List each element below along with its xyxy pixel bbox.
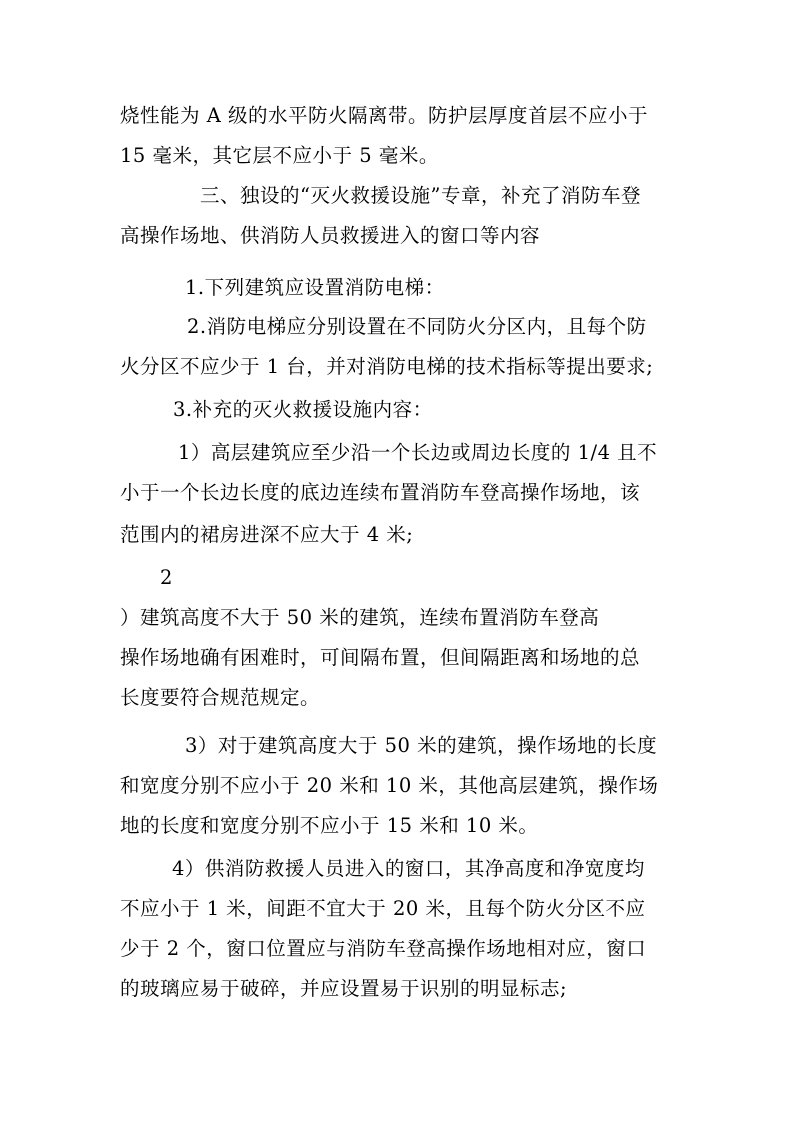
sub-item-3: 3）对于建筑高度大于 50 米的建筑，操作场地的长度: [185, 734, 658, 757]
sub-item-2: ）建筑高度不大于 50 米的建筑，连续布置消防车登高: [120, 606, 600, 629]
text-line: 长度要符合规范规定。: [120, 686, 321, 709]
text-line: 地的长度和宽度分别不应小于 15 米和 10 米。: [120, 814, 539, 837]
text-line: 范围内的裙房进深不应大于 4 米;: [120, 523, 414, 546]
text-line: 烧性能为 A 级的水平防火隔离带。防护层厚度首层不应小于: [120, 104, 648, 127]
text-line: 不应小于 1 米，间距不宜大于 20 米，且每个防火分区不应: [120, 897, 646, 920]
text-line: 的玻璃应易于破碎，并应设置易于识别的明显标志;: [120, 977, 568, 1000]
sub-item-2-number: 2: [160, 566, 173, 589]
section-heading-line: 高操作场地、供消防人员救援进入的窗口等内容: [120, 224, 541, 247]
section-heading-line: 三、独设的“灭火救援设施”专章，补充了消防车登: [200, 184, 641, 207]
text-line: 少于 2 个，窗口位置应与消防车登高操作场地相对应，窗口: [120, 937, 647, 960]
sub-item-4: 4）供消防救援人员进入的窗口，其净高度和净宽度均: [172, 857, 645, 880]
list-item-2: 2.消防电梯应分别设置在不同防火分区内，且每个防: [187, 315, 647, 338]
text-line: 小于一个长边长度的底边连续布置消防车登高操作场地，该: [120, 481, 641, 504]
list-item-1: 1.下列建筑应设置消防电梯：: [185, 276, 445, 299]
text-line: 15 毫米，其它层不应小于 5 毫米。: [120, 144, 439, 167]
sub-item-1: 1）高层建筑应至少沿一个长边或周边长度的 1/4 且不: [178, 441, 658, 464]
text-line: 操作场地确有困难时，可间隔布置，但间隔距离和场地的总: [120, 646, 641, 669]
list-item-3: 3.补充的灭火救援设施内容：: [173, 398, 433, 421]
text-line: 和宽度分别不应小于 20 米和 10 米，其他高层建筑，操作场: [120, 774, 659, 797]
text-line: 火分区不应少于 1 台，并对消防电梯的技术指标等提出要求;: [120, 355, 654, 378]
